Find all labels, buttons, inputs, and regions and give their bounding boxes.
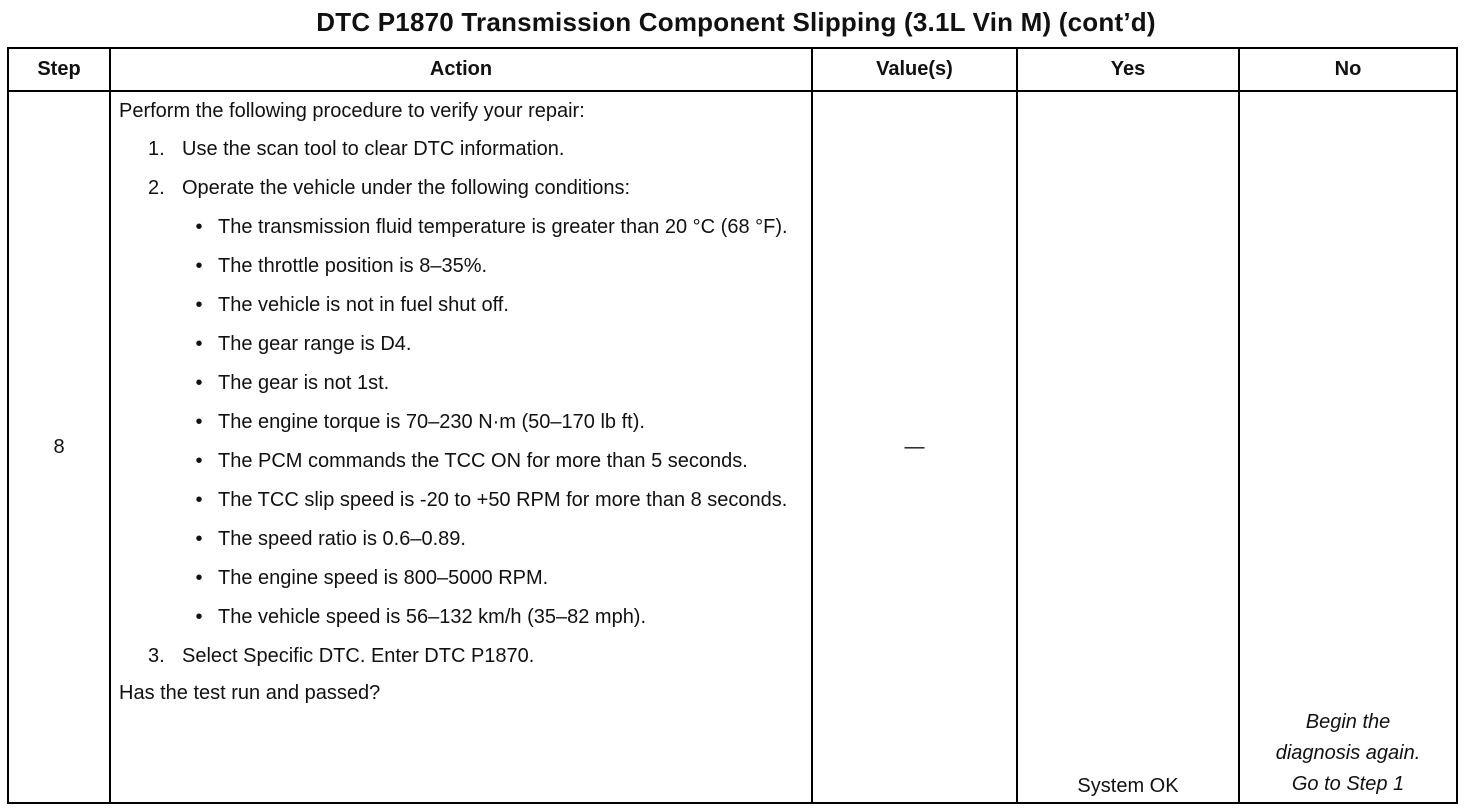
condition-text: The gear is not 1st.	[218, 372, 390, 394]
condition-item	[119, 526, 805, 552]
condition-text: The engine torque is 70–230 N·m (50–170 lb ft).	[218, 411, 645, 433]
condition-text: The PCM commands the TCC ON for more than 5 seconds.	[218, 450, 748, 472]
condition-text: The vehicle speed is 56–132 km/h (35–82 mph).	[218, 606, 647, 628]
page-title: DTC P1870 Transmission Component Slipping (3.1L Vin M) (cont’d)	[316, 7, 1156, 37]
procedure-step-number: 2.	[148, 177, 165, 199]
bullet-icon: •	[195, 528, 203, 550]
procedure-step-text: Operate the vehicle under the following conditions:	[182, 177, 631, 199]
bullet-icon: •	[195, 606, 203, 628]
bullet-icon: •	[195, 216, 203, 238]
condition-text: The vehicle is not in fuel shut off.	[218, 294, 509, 316]
bullet-icon: •	[195, 450, 203, 472]
condition-item	[119, 448, 805, 474]
no-text-line: Go to Step 1	[1291, 773, 1405, 795]
bullet-icon: •	[195, 372, 203, 394]
yes-cell: System OK	[1017, 91, 1239, 803]
condition-item	[119, 604, 805, 630]
action-cell	[110, 91, 812, 803]
condition-item	[119, 214, 805, 240]
condition-text: The engine speed is 800–5000 RPM.	[218, 567, 549, 589]
no-text-line: diagnosis again.	[1275, 742, 1421, 764]
value-cell: —	[812, 91, 1017, 803]
header-no: No	[1239, 48, 1457, 91]
bullet-icon: •	[195, 333, 203, 355]
step-number: 8	[8, 91, 110, 803]
header-step: Step	[8, 48, 110, 91]
bullet-icon: •	[195, 489, 203, 511]
action-question: Has the test run and passed?	[119, 682, 381, 704]
condition-text: The throttle position is 8–35%.	[218, 255, 488, 277]
bullet-icon: •	[195, 567, 203, 589]
table-header-row	[8, 48, 1457, 91]
condition-item	[119, 370, 805, 396]
no-cell	[1239, 91, 1457, 803]
condition-item	[119, 292, 805, 318]
condition-item	[119, 253, 805, 279]
condition-text: The TCC slip speed is -20 to +50 RPM for more than 8 seconds.	[218, 489, 788, 511]
condition-item	[119, 331, 805, 357]
procedure-step-number: 1.	[148, 138, 165, 160]
procedure-step	[119, 175, 805, 201]
header-yes: Yes	[1017, 48, 1239, 91]
procedure-step-text: Select Specific DTC. Enter DTC P1870.	[182, 645, 535, 667]
bullet-icon: •	[195, 411, 203, 433]
condition-item	[119, 487, 805, 513]
condition-text: The speed ratio is 0.6–0.89.	[218, 528, 466, 550]
no-text-line: Begin the	[1305, 711, 1391, 733]
header-action: Action	[110, 48, 812, 91]
bullet-icon: •	[195, 294, 203, 316]
bullet-icon: •	[195, 255, 203, 277]
procedure-step-text: Use the scan tool to clear DTC information.	[182, 138, 565, 160]
condition-item	[119, 409, 805, 435]
procedure-step	[119, 136, 805, 162]
condition-text: The gear range is D4.	[218, 333, 412, 355]
table-row	[8, 91, 1457, 803]
header-values: Value(s)	[812, 48, 1017, 91]
procedure-step-number: 3.	[148, 645, 165, 667]
diagnostic-table	[7, 47, 1458, 804]
condition-item	[119, 565, 805, 591]
condition-text: The transmission fluid temperature is greater than 20 °C (68 °F).	[218, 216, 788, 238]
procedure-step	[119, 643, 805, 669]
action-intro: Perform the following procedure to verify your repair:	[119, 100, 585, 122]
